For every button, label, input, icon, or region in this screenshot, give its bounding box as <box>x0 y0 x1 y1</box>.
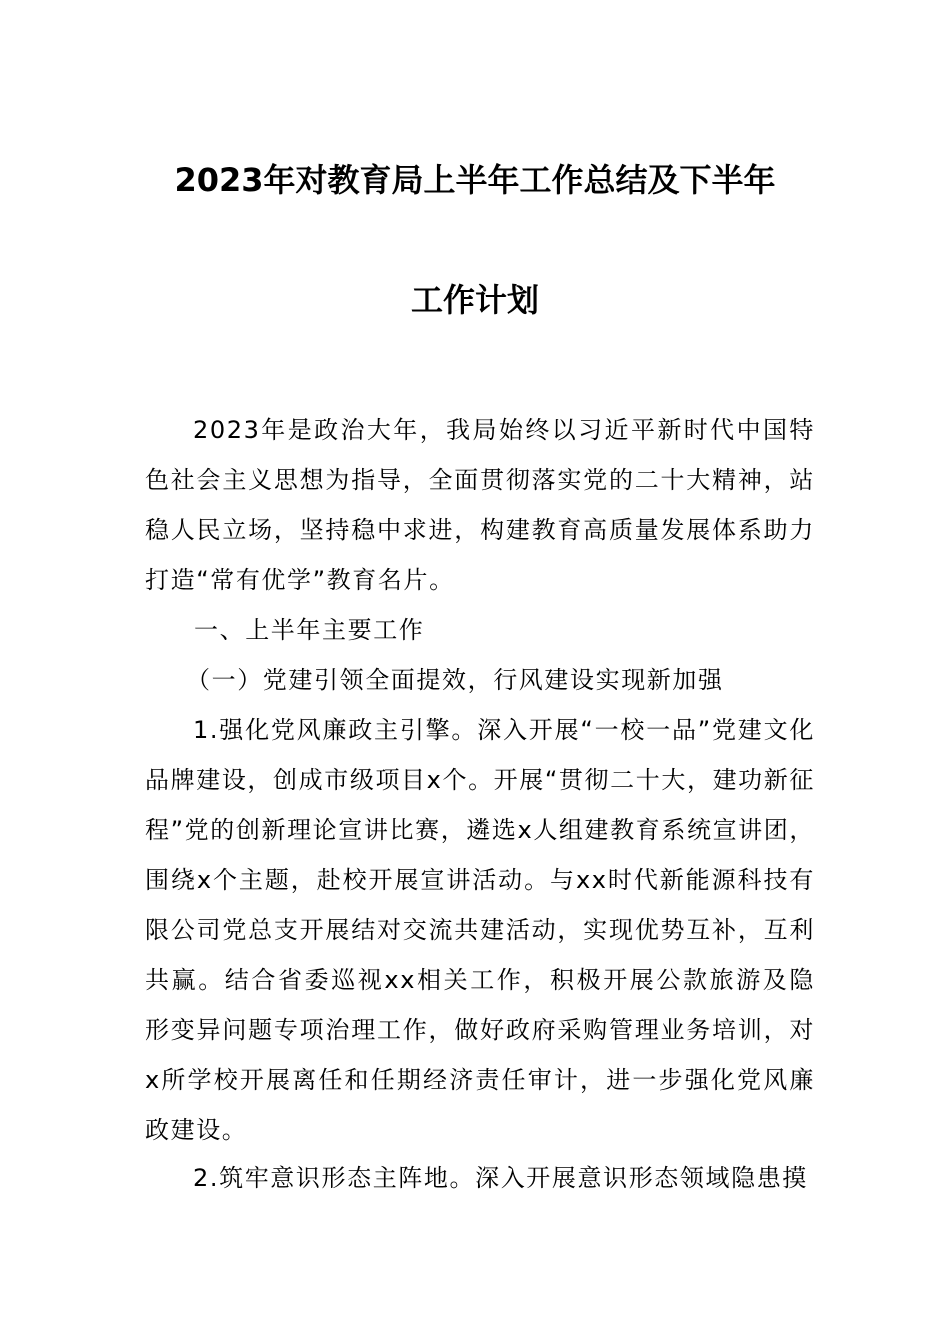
item-paragraph-1: 1.强化党风廉政主引擎。深入开展“一校一品”党建文化品牌建设，创成市级项目x个。开展“贯彻二十大，建功新征程”党的创新理论宣讲比赛，遴选x人组建教育系统宣讲团，围绕x个主题，赴校开展宣讲活动。与xx时代新能源科技有限公司党总支开展结对交流共建活动，实现优势互补，互利共赢。结合省委巡视xx相关工作，积极开展公款旅游及隐形变异问题专项治理工作，做好政府采购管理业务培训，对x所学校开展离任和任期经济责任审计，进一步强化党风廉政建设。 <box>145 716 815 1144</box>
intro-paragraph: 2023年是政治大年，我局始终以习近平新时代中国特色社会主义思想为指导，全面贯彻落实党的二十大精神，站稳人民立场，坚持稳中求进，构建教育高质量发展体系助力打造“常有优学”教育名片。 <box>145 416 815 594</box>
document-title-line-1: 2023年对教育局上半年工作总结及下半年 <box>174 161 776 199</box>
item-paragraph-2: 2.筑牢意识形态主阵地。深入开展意识形态领域隐患摸 <box>193 1164 808 1192</box>
section-heading: 一、上半年主要工作 <box>194 616 425 644</box>
subsection-heading: （一）党建引领全面提效，行风建设实现新加强 <box>186 666 724 694</box>
document-title-line-2: 工作计划 <box>410 281 539 319</box>
